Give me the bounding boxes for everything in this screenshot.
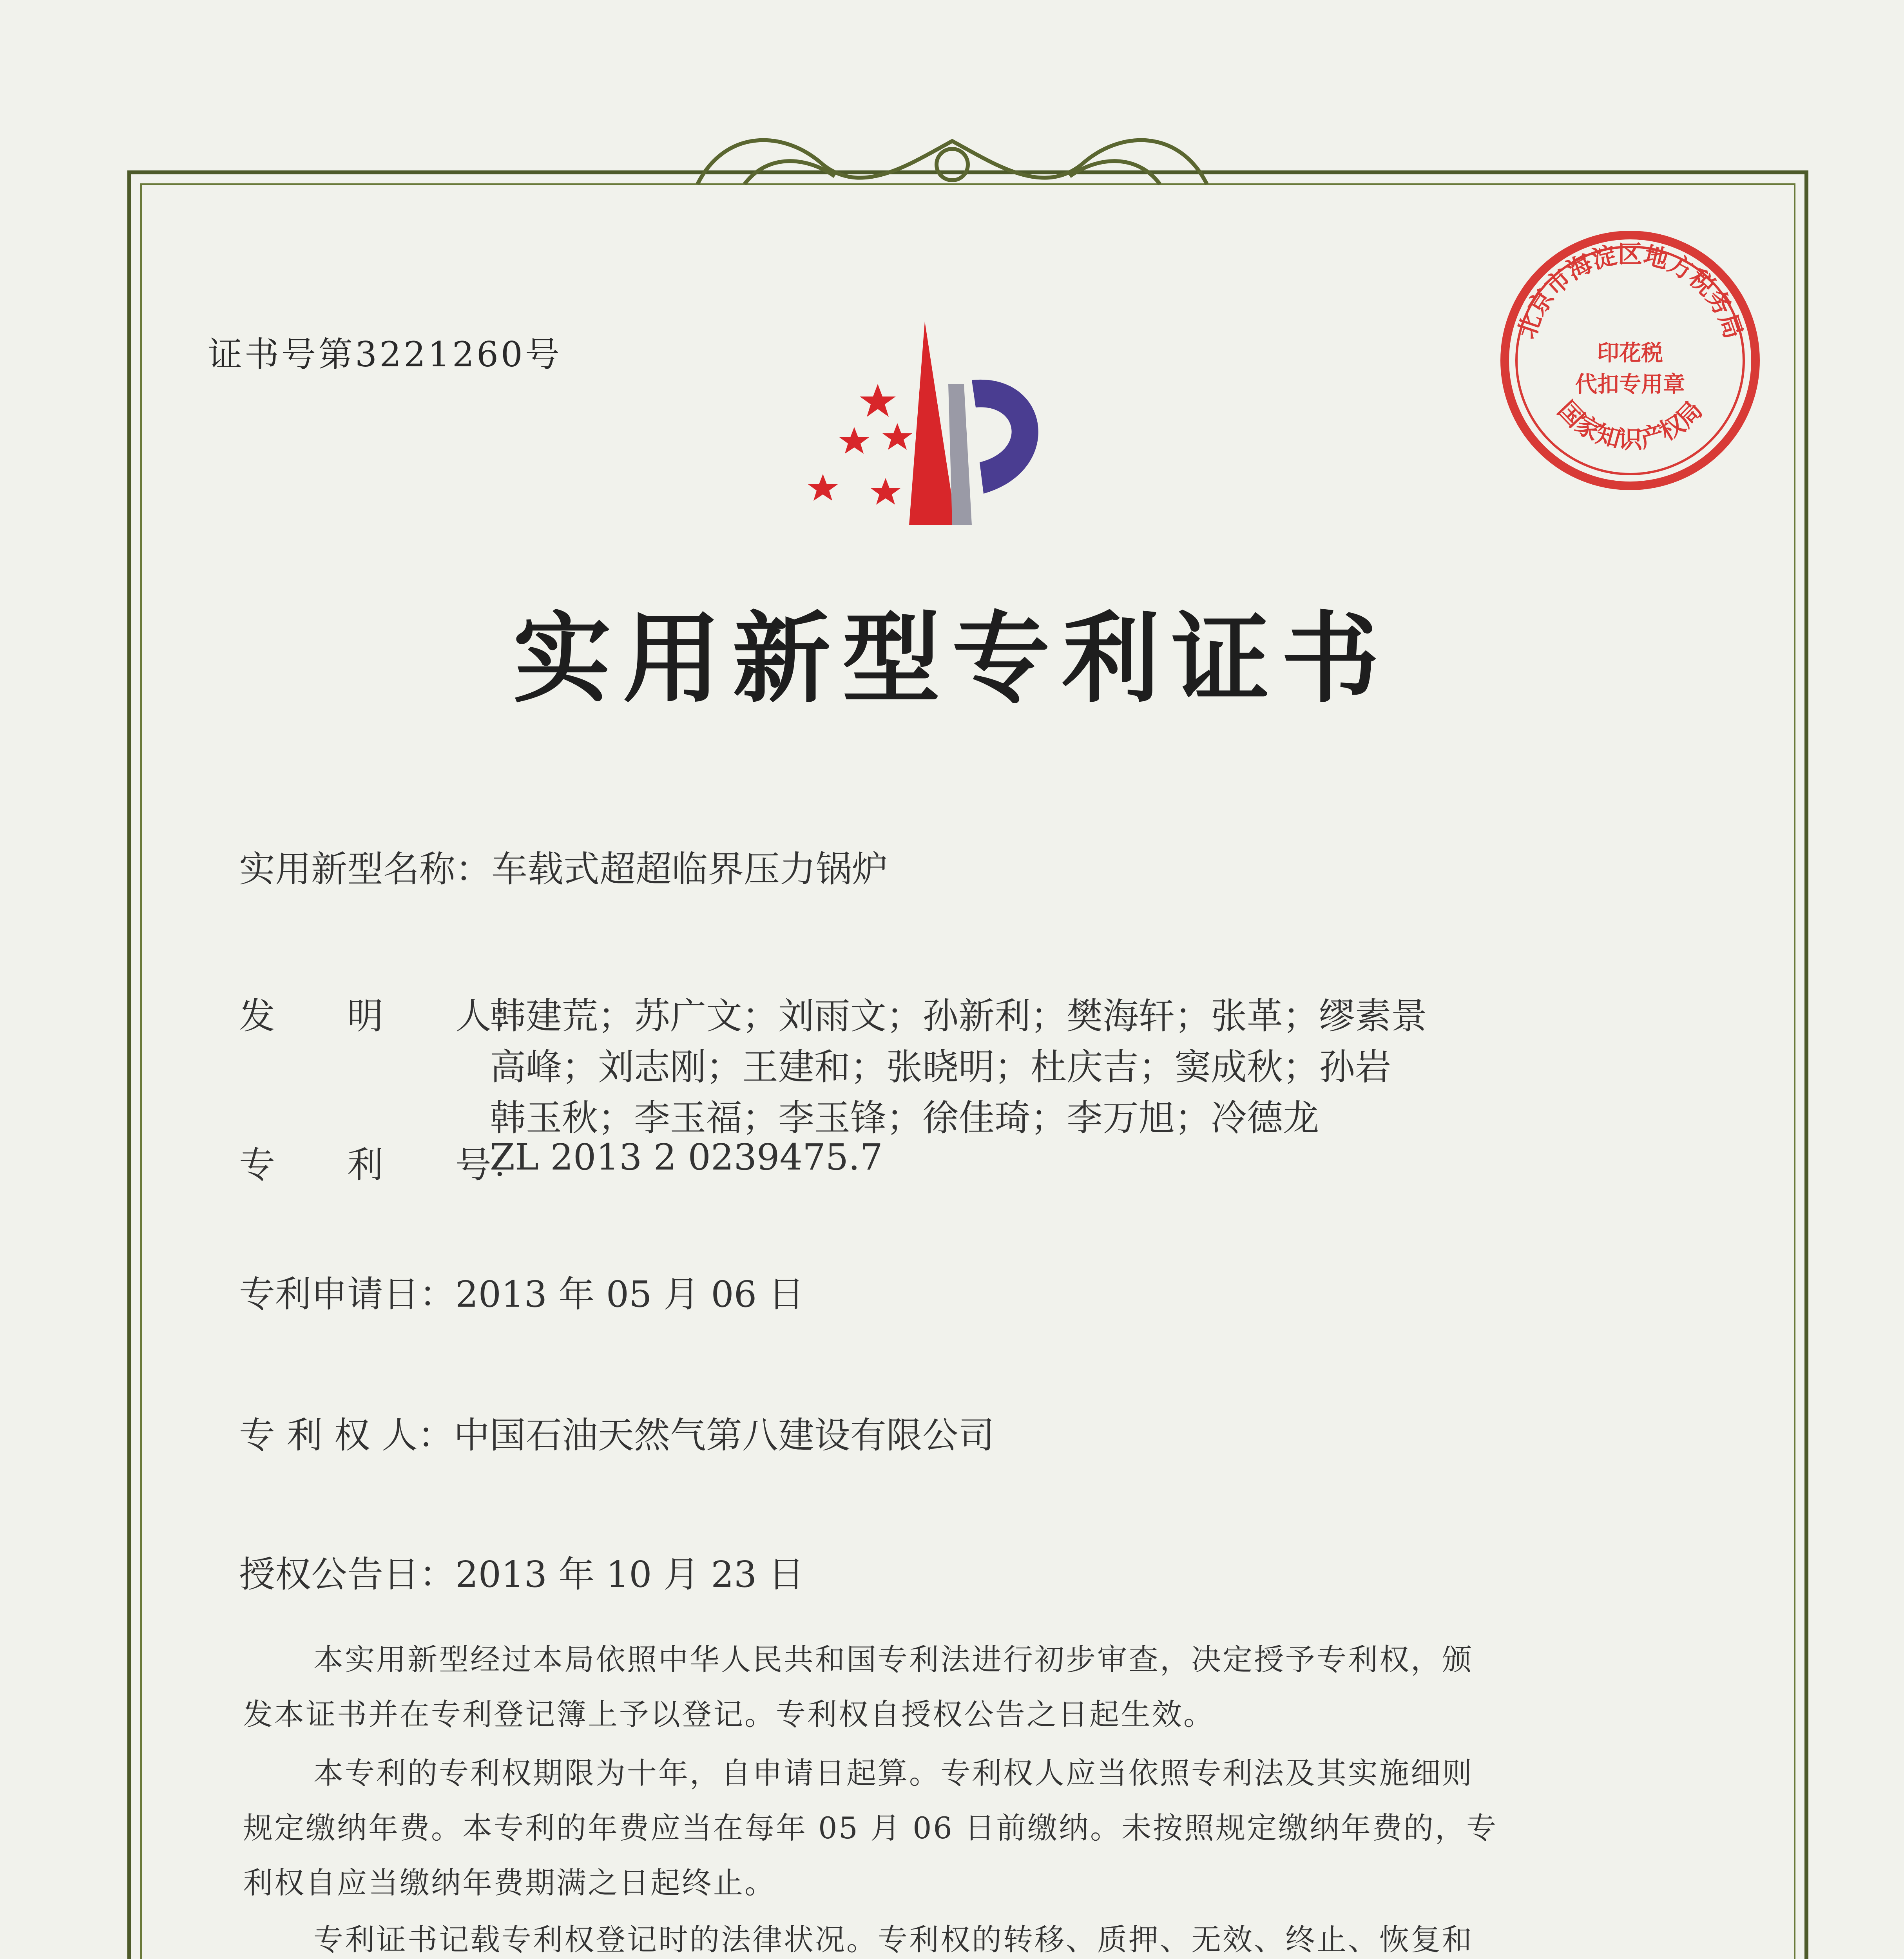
- patentee-row: [239, 1407, 995, 1458]
- patentee-label: 专 利 权 人：: [239, 1414, 454, 1456]
- tax-stamp-center-line2: 代扣专用章: [1575, 371, 1685, 397]
- filing-date-row: [239, 1266, 804, 1317]
- filing-date-value: 2013 年 05 月 06 日: [455, 1273, 804, 1315]
- paragraph-2-line-3: 利权自应当缴纳年费期满之日起终止。: [243, 1865, 776, 1900]
- tax-stamp-ring-bottom-text: 国家知识产权局: [1552, 395, 1708, 454]
- certificate-number: 证书号第3221260号: [208, 334, 562, 375]
- inventors-line-1: 韩建荒；苏广文；刘雨文；孙新利；樊海轩；张革；缪素景: [490, 995, 1428, 1037]
- inventors-line-3: 韩玉秋；李玉福；李玉锋；徐佳琦；李万旭；冷德龙: [490, 1097, 1319, 1139]
- filing-date-label: 专利申请日：: [239, 1273, 456, 1315]
- tax-stamp-center-line1: 印花税: [1597, 340, 1663, 366]
- patent-number-label: 专 利 号：: [239, 1144, 528, 1186]
- utility-model-name-row: [239, 840, 888, 892]
- paragraph-2-line-1: 本专利的专利权期限为十年，自申请日起算。专利权人应当依照专利法及其实施细则: [313, 1756, 1473, 1791]
- logo-stars: [808, 384, 912, 505]
- grant-date-label: 授权公告日：: [239, 1553, 456, 1595]
- paragraph-3-line-1: 专利证书记载专利权登记时的法律状况。专利权的转移、质押、无效、终止、恢复和: [313, 1922, 1473, 1957]
- grant-date-row: [239, 1546, 804, 1597]
- inventor-label: 发 明 人：: [239, 995, 528, 1037]
- tax-stamp-ring-text: 北京市海淀区地方税务局: [1512, 240, 1748, 342]
- grant-date-value: 2013 年 10 月 23 日: [455, 1553, 804, 1595]
- name-value: 车载式超超临界压力锅炉: [491, 848, 888, 890]
- inventors-line-2: 高峰；刘志刚；王建和；张晓明；杜庆吉；窦成秋；孙岩: [490, 1046, 1391, 1088]
- patent-number-value: ZL 2013 2 0239475.7: [490, 1136, 883, 1178]
- certificate-title: 实用新型专利证书: [513, 601, 1391, 716]
- paragraph-1-line-2: 发本证书并在专利登记簿上予以登记。专利权自授权公告之日起生效。: [243, 1697, 1215, 1732]
- name-label: 实用新型名称：: [239, 848, 492, 890]
- tax-stamp-seal: [1489, 219, 1771, 502]
- svg-text:北京市海淀区地方税务局: [1512, 240, 1748, 342]
- logo-purple-arc: [972, 380, 1038, 494]
- svg-text:国家知识产权局: [1552, 395, 1708, 454]
- paragraph-2-line-2: 规定缴纳年费。本专利的年费应当在每年 05 月 06 日前缴纳。未按照规定缴纳年费的，专: [243, 1811, 1498, 1845]
- patentee-value: 中国石油天然气第八建设有限公司: [453, 1414, 995, 1456]
- logo-red-spike: [909, 321, 956, 525]
- paragraph-1-line-1: 本实用新型经过本局依照中华人民共和国专利法进行初步审查，决定授予专利权，颁: [313, 1642, 1473, 1677]
- patent-office-logo: [807, 306, 1121, 549]
